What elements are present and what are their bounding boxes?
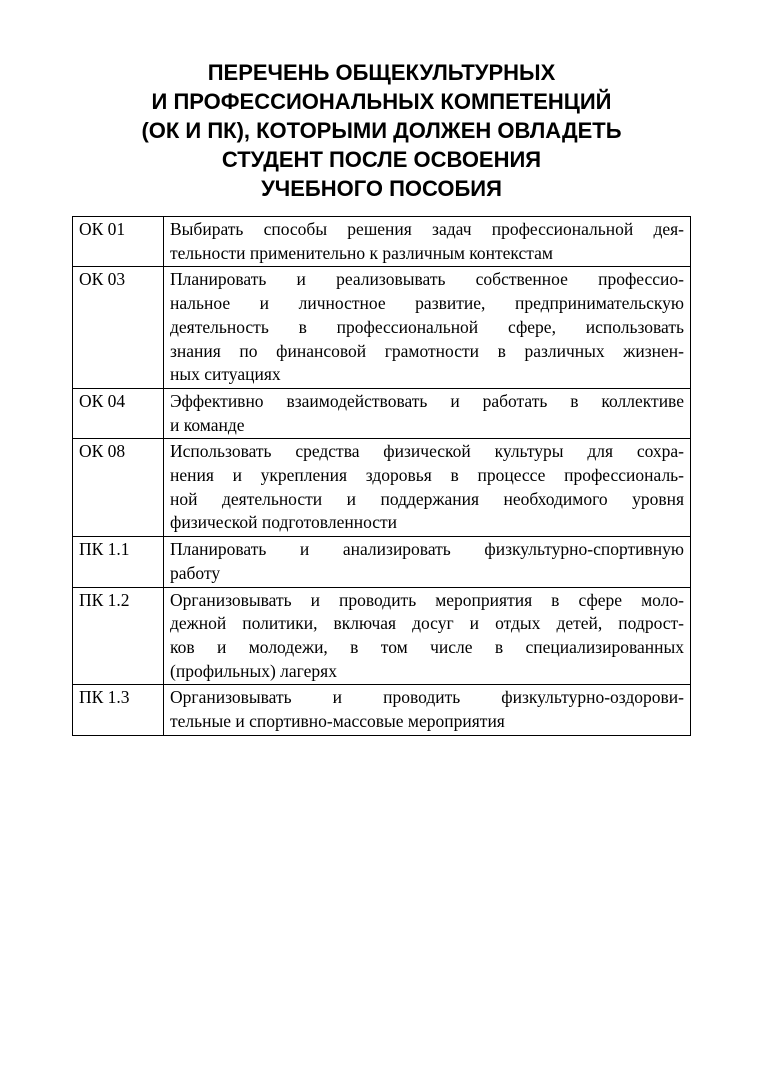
competency-description: [164, 439, 691, 537]
description-line: работу: [170, 562, 221, 583]
page-title: [60, 58, 703, 203]
description-line: нения и укрепления здоровья в процессе профессиональ-: [170, 465, 684, 486]
description-line: и команде: [170, 414, 245, 435]
competency-code: ОК 04: [73, 388, 164, 438]
title-line: И ПРОФЕССИОНАЛЬНЫХ КОМПЕТЕНЦИЙ: [151, 89, 612, 114]
description-line: тельности применительно к различным контекстам: [170, 242, 553, 263]
competency-description: [164, 388, 691, 438]
table-row: [73, 587, 691, 685]
table-row: [73, 388, 691, 438]
title-line: (ОК И ПК), КОТОРЫМИ ДОЛЖЕН ОВЛАДЕТЬ: [141, 118, 622, 143]
description-line: Организовывать и проводить физкультурно-оздорови-: [170, 687, 684, 708]
description-line: Использовать средства физической культуры для сохра-: [170, 441, 684, 462]
description-line: ной деятельности и поддержания необходимого уровня: [170, 488, 684, 509]
table-row: [73, 439, 691, 537]
title-line: ПЕРЕЧЕНЬ ОБЩЕКУЛЬТУРНЫХ: [207, 60, 556, 85]
description-line: физической подготовленности: [170, 512, 398, 533]
competency-description: [164, 685, 691, 735]
description-line: нальное и личностное развитие, предпринимательскую: [170, 293, 684, 314]
title-line: СТУДЕНТ ПОСЛЕ ОСВОЕНИЯ: [221, 147, 542, 172]
competency-code: ПК 1.3: [73, 685, 164, 735]
table-row: [73, 267, 691, 389]
description-line: ных ситуациях: [170, 364, 281, 385]
title-line: УЧЕБНОГО ПОСОБИЯ: [261, 176, 502, 201]
description-line: Организовывать и проводить мероприятия в сфере моло-: [170, 589, 684, 610]
competency-description: [164, 217, 691, 267]
competency-code: ОК 08: [73, 439, 164, 537]
competencies-table: [72, 216, 691, 736]
competency-code: ПК 1.1: [73, 537, 164, 587]
table-row: [73, 217, 691, 267]
description-line: знания по финансовой грамотности в различных жизнен-: [170, 340, 684, 361]
competency-description: [164, 587, 691, 685]
description-line: деятельность в профессиональной сфере, использовать: [170, 316, 684, 337]
competency-code: ОК 01: [73, 217, 164, 267]
table-row: [73, 685, 691, 735]
description-line: тельные и спортивно-массовые мероприятия: [170, 711, 505, 732]
description-line: Планировать и реализовывать собственное профессио-: [170, 269, 684, 290]
competency-code: ПК 1.2: [73, 587, 164, 685]
description-line: Планировать и анализировать физкультурно-спортивную: [170, 539, 684, 560]
competency-description: [164, 267, 691, 389]
description-line: (профильных) лагерях: [170, 660, 337, 681]
table-row: [73, 537, 691, 587]
competency-code: ОК 03: [73, 267, 164, 389]
description-line: ков и молодежи, в том числе в специализированных: [170, 636, 684, 657]
description-line: Выбирать способы решения задач профессиональной дея-: [170, 219, 684, 239]
description-line: Эффективно взаимодействовать и работать в коллективе: [170, 390, 684, 411]
competency-description: [164, 537, 691, 587]
description-line: дежной политики, включая досуг и отдых детей, подрост-: [170, 613, 684, 634]
